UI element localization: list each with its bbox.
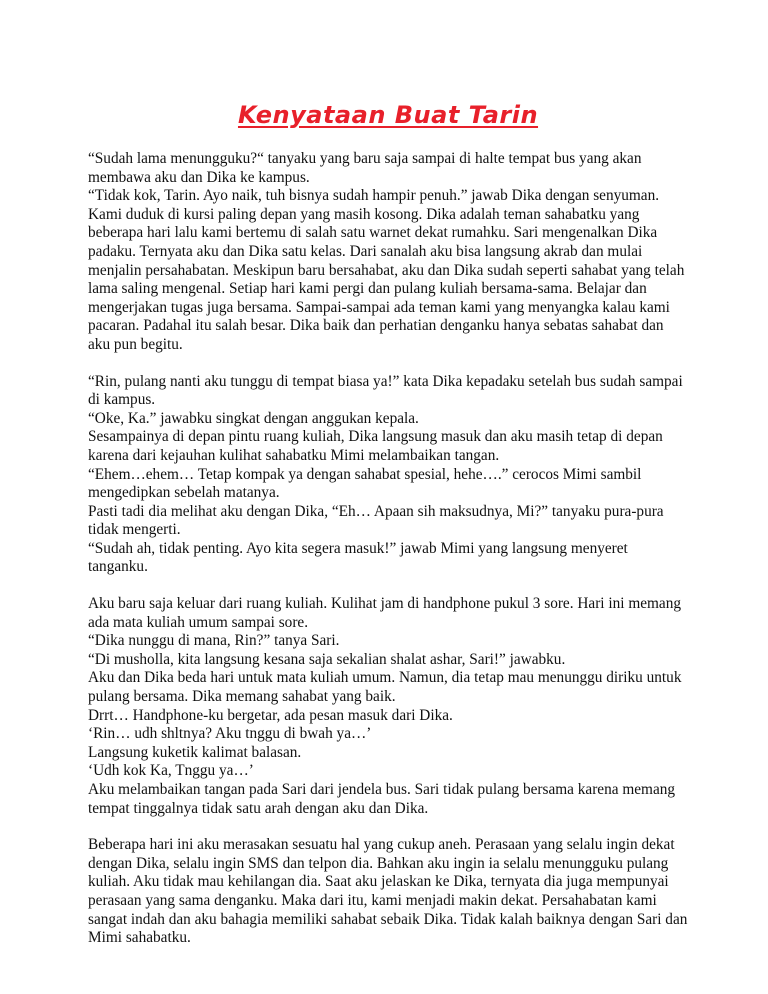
paragraph-2 <box>88 373 688 578</box>
text-line: “Ehem…ehem… Tetap kompak ya dengan sahabat spesial, hehe….” cerocos Mimi sambil mengedipkan sebelah matanya. <box>88 465 642 502</box>
text-line: “Sudah lama menungguku?“ tanyaku yang baru saja sampai di halte tempat bus yang akan membawa aku dan Dika ke kampus. <box>88 150 642 186</box>
text-line: Pasti tadi dia melihat aku dengan Dika, “Eh… Apaan sih maksudnya, Mi?” tanyaku pura-pura tidak mengerti. <box>88 502 664 539</box>
paragraph-4 <box>88 836 688 948</box>
text-line: “Tidak kok, Tarin. Ayo naik, tuh bisnya sudah hampir penuh.” jawab Dika dengan senyuman. Kami duduk di kursi paling depan yang masih kosong. Dika adalah teman sahabatku yang beberapa hari lalu kami bertemu di salah satu warnet dekat rumahku. Sari mengenalkan Dika padaku. Ternyata aku dan Dika satu kelas. Dari sanalah aku bisa langsung akrab dan mulai menjalin persahabatan. Meskipun baru bersahabat, aku dan Dika sudah seperti sahabat yang telah lama saling mengenal. Setiap hari kami pergi dan pulang kuliah bersama-sama. Belajar dan mengerjakan tugas juga bersama. Sampai-sampai ada teman kami yang menyangka kalau kami pacaran. Padahal itu salah besar. Dika baik dan perhatian denganku hanya sebatas sahabat dan aku pun begitu. <box>88 187 685 353</box>
text-line: Sesampainya di depan pintu ruang kuliah, Dika langsung masuk dan aku masih tetap di depan karena dari kejauhan kulihat sahabatku Mimi melambaikan tangan. <box>88 428 663 464</box>
text-line: Langsung kuketik kalimat balasan. <box>88 743 302 761</box>
text-line: Aku melambaikan tangan pada Sari dari jendela bus. Sari tidak pulang bersama karena memang tempat tinggalnya tidak satu arah dengan aku dan Dika. <box>88 781 676 817</box>
text-line: “Oke, Ka.” jawabku singkat dengan anggukan kepala. <box>88 409 419 427</box>
text-line: “Rin, pulang nanti aku tunggu di tempat biasa ya!” kata Dika kepadaku setelah bus sudah sampai di kampus. <box>88 372 683 409</box>
text-line: ‘Rin… udh shltnya? Aku tnggu di bwah ya…’ <box>88 725 372 743</box>
text-line: “Dika nunggu di mana, Rin?” tanya Sari. <box>88 632 340 650</box>
document-page <box>88 100 688 966</box>
text-line: “Di musholla, kita langsung kesana saja sekalian shalat ashar, Sari!” jawabku. <box>88 650 566 668</box>
text-line: ‘Udh kok Ka, Tnggu ya…’ <box>88 762 254 780</box>
text-line: Drrt… Handphone-ku bergetar, ada pesan masuk dari Dika. <box>88 706 453 724</box>
document-title: Kenyataan Buat Tarin <box>237 101 539 129</box>
paragraph-3 <box>88 595 688 818</box>
text-line: Aku dan Dika beda hari untuk mata kuliah umum. Namun, dia tetap mau menunggu diriku untuk pulang bersama. Dika memang sahabat yang baik. <box>88 669 682 706</box>
text-line: Aku baru saja keluar dari ruang kuliah. Kulihat jam di handphone pukul 3 sore. Hari ini memang ada mata kuliah umum sampai sore. <box>88 595 682 631</box>
paragraph-1 <box>88 150 688 355</box>
text-line: “Sudah ah, tidak penting. Ayo kita segera masuk!” jawab Mimi yang langsung menyeret tanganku. <box>88 539 628 576</box>
text-line: Beberapa hari ini aku merasakan sesuatu hal yang cukup aneh. Perasaan yang selalu ingin dekat dengan Dika, selalu ingin SMS dan telpon dia. Bahkan aku ingin ia selalu menungguku pulang kuliah. Aku tidak mau kehilangan dia. Saat aku jelaskan ke Dika, ternyata dia juga mempunyai perasaan yang sama denganku. Maka dari itu, kami menjadi makin dekat. Persahabatan kami sangat indah dan aku bahagia memiliki sahabat sebaik Dika. Tidak kalah baiknya dengan Sari dan Mimi sahabatku. <box>88 836 688 947</box>
